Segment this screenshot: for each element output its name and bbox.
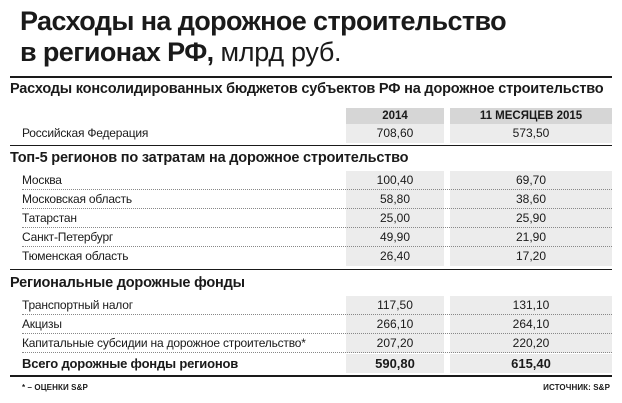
table-subtitle: Расходы консолидированных бюджетов субъектов РФ на дорожное строительство xyxy=(10,81,604,97)
value-2014: 25,00 xyxy=(346,209,444,228)
column-header-2014: 2014 xyxy=(346,108,444,124)
title-unit: млрд руб. xyxy=(220,37,342,67)
row-label: Капитальные субсидии на дорожное строительство* xyxy=(22,336,306,350)
table-row-excises xyxy=(10,315,612,334)
value-2015: 573,50 xyxy=(450,124,612,143)
value-2015: 264,10 xyxy=(450,315,612,334)
source-note: ИСТОЧНИК: S&P xyxy=(543,383,610,392)
value-2014: 590,80 xyxy=(346,354,444,373)
table-row-total xyxy=(10,354,612,373)
row-label: Всего дорожные фонды регионов xyxy=(22,356,239,371)
value-2014: 58,80 xyxy=(346,190,444,209)
row-label: Татарстан xyxy=(22,211,77,225)
table-row-capital-subsidies xyxy=(10,334,612,353)
value-2015: 69,70 xyxy=(450,171,612,190)
rule-section-funds xyxy=(10,269,612,270)
table-row-saint-petersburg xyxy=(10,228,612,247)
rule-section-top5 xyxy=(10,145,612,146)
row-separator xyxy=(22,352,612,353)
value-2015: 38,60 xyxy=(450,190,612,209)
column-header-11-months-2015: 11 МЕСЯЦЕВ 2015 xyxy=(450,108,612,124)
value-2014: 100,40 xyxy=(346,171,444,190)
section-heading-top5: Топ-5 регионов по затратам на дорожное строительство xyxy=(10,150,409,166)
row-label: Московская область xyxy=(22,192,132,206)
table-row-tyumen-oblast xyxy=(10,247,612,266)
row-label: Транспортный налог xyxy=(22,298,133,312)
value-2015: 220,20 xyxy=(450,334,612,353)
value-2014: 266,10 xyxy=(346,315,444,334)
row-label: Акцизы xyxy=(22,317,62,331)
value-2015: 131,10 xyxy=(450,296,612,315)
table-row-russia xyxy=(10,124,612,143)
value-2015: 17,20 xyxy=(450,247,612,266)
row-label: Российская Федерация xyxy=(22,126,149,140)
title-line-2 xyxy=(20,37,610,68)
table-row-transport-tax xyxy=(10,296,612,315)
value-2014: 207,20 xyxy=(346,334,444,353)
row-label: Санкт-Петербург xyxy=(22,230,114,244)
table-row-tatarstan xyxy=(10,209,612,228)
value-2014: 26,40 xyxy=(346,247,444,266)
title-line-1: Расходы на дорожное строительство xyxy=(20,6,507,36)
value-2015: 615,40 xyxy=(450,354,612,373)
title-line-2-text: в регионах РФ, xyxy=(20,37,214,67)
table-row-moscow-oblast xyxy=(10,190,612,209)
rule-bottom xyxy=(10,375,612,377)
row-label: Тюменская область xyxy=(22,249,129,263)
value-2014: 708,60 xyxy=(346,124,444,143)
value-2014: 49,90 xyxy=(346,228,444,247)
table-row-moscow xyxy=(10,171,612,190)
section-heading-funds: Региональные дорожные фонды xyxy=(10,275,245,291)
value-2015: 21,90 xyxy=(450,228,612,247)
row-label: Москва xyxy=(22,173,62,187)
value-2015: 25,90 xyxy=(450,209,612,228)
footnote: * – ОЦЕНКИ S&P xyxy=(22,383,88,392)
rule-top xyxy=(10,76,612,78)
page-title xyxy=(20,6,610,68)
value-2014: 117,50 xyxy=(346,296,444,315)
